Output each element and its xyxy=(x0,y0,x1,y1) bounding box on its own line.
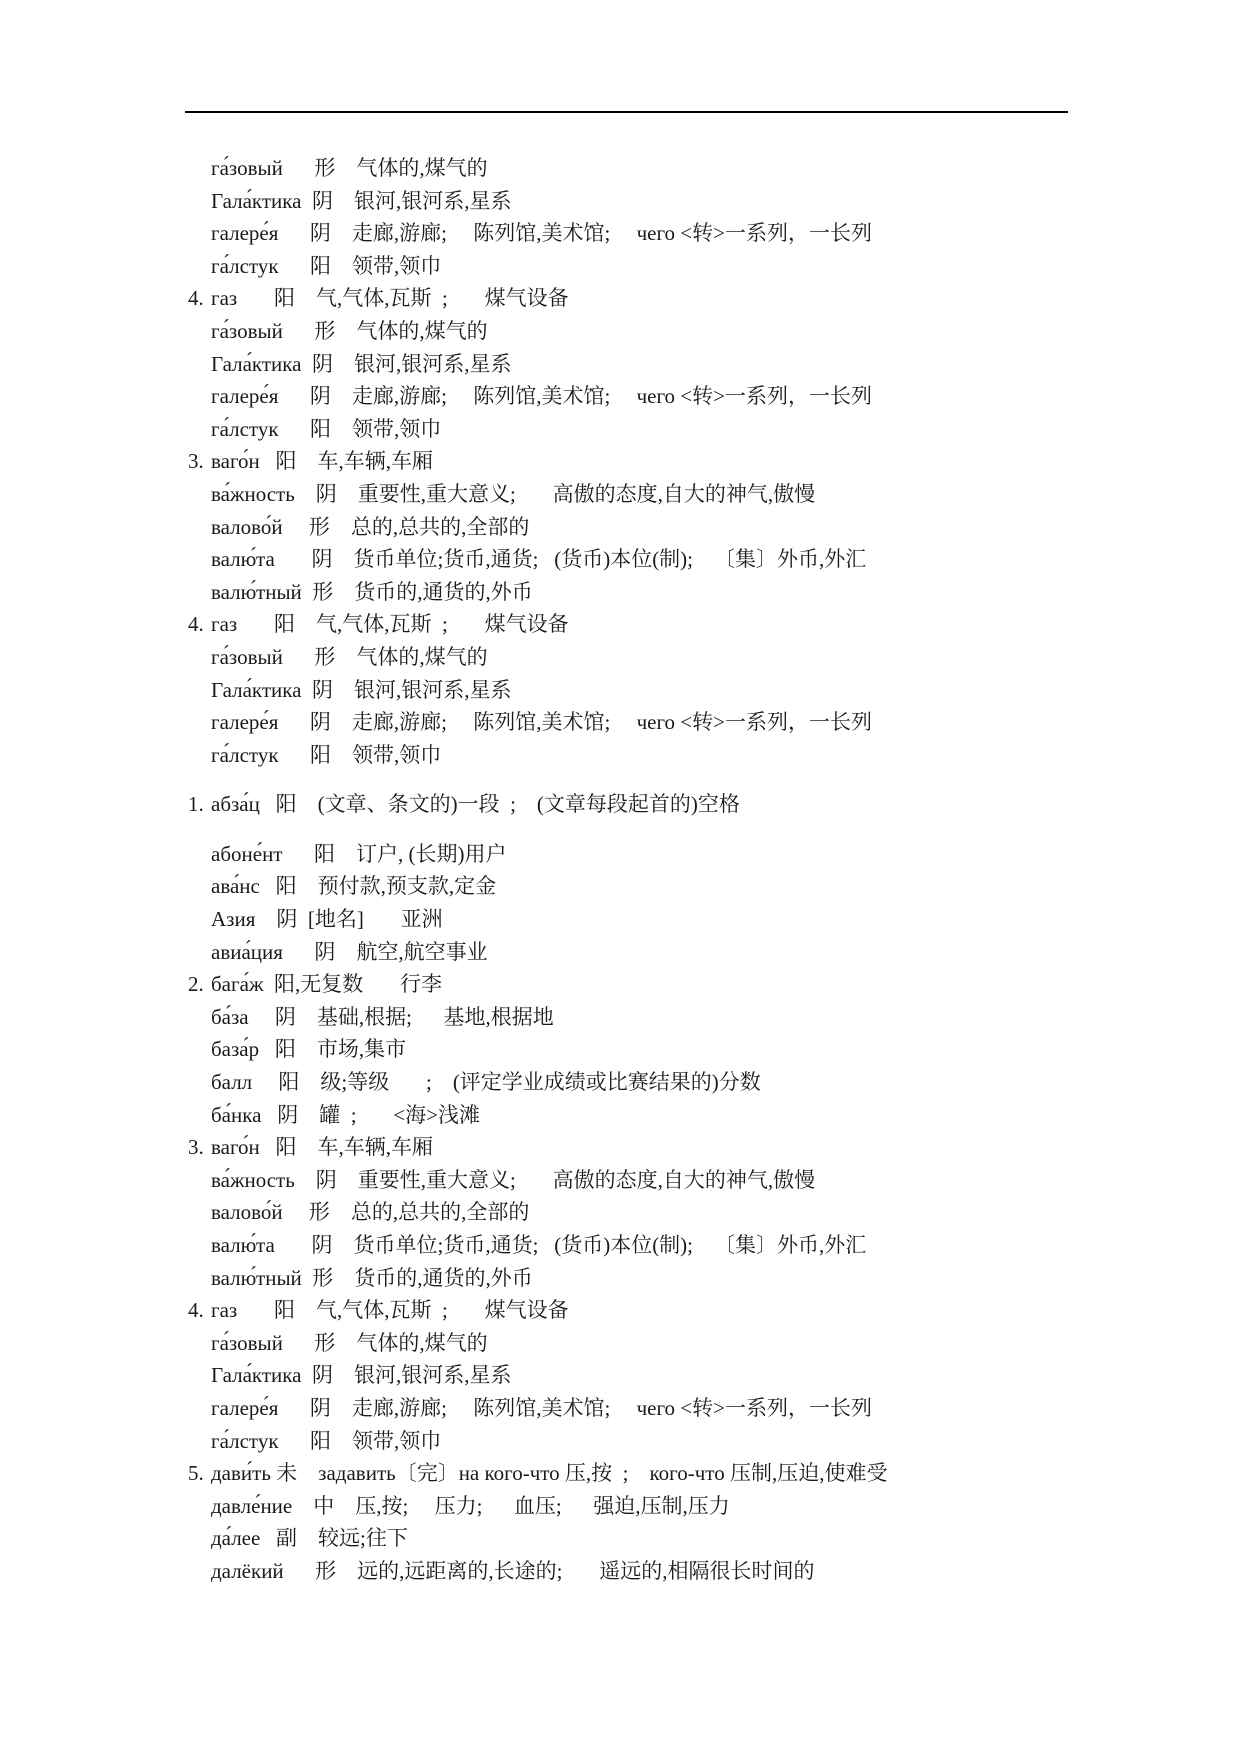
vocab-entry xyxy=(0,1164,1241,1197)
entry-text: валю́тный 形 货币的,通货的,外币 xyxy=(211,1265,533,1290)
vocab-entry xyxy=(0,1490,1241,1523)
vocab-entry xyxy=(0,1555,1241,1588)
vocab-entry xyxy=(0,1425,1241,1458)
entry-text: валю́та 阴 货币单位;货币,通货; (货币)本位(制); 〔集〕外币,外汇 xyxy=(211,1233,867,1257)
vocab-entry xyxy=(0,788,1241,821)
entry-text: га́лстук 阳 领带,领巾 xyxy=(211,253,442,278)
entry-text: газ 阳 气,气体,瓦斯 ; 煤气设备 xyxy=(211,286,569,311)
entry-text: ва́жность 阴 重要性,重大意义; 高傲的态度,自大的神气,傲慢 xyxy=(211,1167,816,1192)
vocab-entry xyxy=(0,674,1241,707)
vocab-entry xyxy=(0,380,1241,413)
entry-text: га́лстук 阳 领带,领巾 xyxy=(211,1428,442,1453)
entry-text: ава́нс 阳 预付款,预支款,定金 xyxy=(211,874,497,899)
entry-number: 4. xyxy=(188,286,204,311)
entry-text: база́р 阳 市场,集市 xyxy=(211,1037,407,1062)
entry-text: галере́я 阴 走廊,游廊; 陈列馆,美术馆; чего <转>一系列，一长列 xyxy=(211,710,872,735)
vocab-entry xyxy=(0,1229,1241,1262)
entry-text: авиа́ция 阴 航空,航空事业 xyxy=(211,939,488,964)
entry-text: га́зовый 形 气体的,煤气的 xyxy=(211,318,488,343)
entry-text: газ 阳 气,气体,瓦斯 ; 煤气设备 xyxy=(211,1298,569,1323)
entry-text: ба́за 阴 基础,根据; 基地,根据地 xyxy=(211,1004,554,1029)
vocab-entry xyxy=(0,1294,1241,1327)
entry-text: давле́ние 中 压,按; 压力; 血压; 强迫,压制,压力 xyxy=(211,1493,730,1518)
vocab-entry xyxy=(0,936,1241,969)
vocab-entry xyxy=(0,413,1241,446)
vocab-entry xyxy=(0,706,1241,739)
vocab-entry xyxy=(0,1131,1241,1164)
entry-number: 3. xyxy=(188,449,204,474)
entry-text: Гала́ктика 阴 银河,银河系,星系 xyxy=(211,188,512,213)
entry-text: ваго́н 阳 车,车辆,车厢 xyxy=(211,1135,434,1160)
header-rule xyxy=(185,111,1068,113)
entry-text: ваго́н 阳 车,车辆,车厢 xyxy=(211,449,434,474)
vocabulary-list xyxy=(0,152,1241,1588)
vocab-entry xyxy=(0,217,1241,250)
entry-number: 5. xyxy=(188,1461,204,1486)
vocab-entry xyxy=(0,1522,1241,1555)
entry-text: га́зовый 形 气体的,煤气的 xyxy=(211,1330,488,1355)
entry-number: 2. xyxy=(188,972,204,997)
entry-number: 4. xyxy=(188,612,204,637)
entry-text: бага́ж 阳,无复数 行李 xyxy=(211,972,442,997)
entry-text: Гала́ктика 阴 银河,银河系,星系 xyxy=(211,351,512,376)
entry-text: галере́я 阴 走廊,游廊; 陈列馆,美术馆; чего <转>一系列，一长列 xyxy=(211,384,872,409)
vocab-entry xyxy=(0,870,1241,903)
vocab-entry xyxy=(0,968,1241,1001)
vocab-entry xyxy=(0,282,1241,315)
entry-number: 1. xyxy=(188,792,204,817)
entry-text: далёкий 形 远的,远距离的,长途的; 遥远的,相隔很长时间的 xyxy=(211,1558,815,1583)
entry-text: валово́й 形 总的,总共的,全部的 xyxy=(211,514,530,539)
vocab-entry xyxy=(0,1066,1241,1099)
vocab-entry xyxy=(0,152,1241,185)
entry-text: Гала́ктика 阴 银河,银河系,星系 xyxy=(211,677,512,702)
vocab-entry xyxy=(0,1099,1241,1132)
entry-text: да́лее 副 较远;往下 xyxy=(211,1526,408,1551)
vocab-entry xyxy=(0,543,1241,576)
entry-text: Азия 阴 [地名] 亚洲 xyxy=(211,907,443,932)
entry-text: Гала́ктика 阴 银河,银河系,星系 xyxy=(211,1363,512,1388)
entry-text: абза́ц 阳 (文章、条文的)一段 ; (文章每段起首的)空格 xyxy=(211,792,740,817)
vocab-entry xyxy=(0,1033,1241,1066)
vocab-entry xyxy=(0,511,1241,544)
vocab-entry xyxy=(0,315,1241,348)
vocab-entry xyxy=(0,641,1241,674)
entry-text: дави́ть 未 задавить〔完〕на кого-что 压,按 ; кого-что 压制,压迫,使难受 xyxy=(211,1461,888,1486)
entry-text: валово́й 形 总的,总共的,全部的 xyxy=(211,1200,530,1225)
entry-text: ва́жность 阴 重要性,重大意义; 高傲的态度,自大的神气,傲慢 xyxy=(211,481,816,506)
vocab-entry xyxy=(0,250,1241,283)
vocab-entry xyxy=(0,608,1241,641)
vocab-entry xyxy=(0,838,1241,871)
vocab-entry xyxy=(0,1001,1241,1034)
vocab-entry xyxy=(0,1392,1241,1425)
entry-text: абоне́нт 阳 订户, (长期)用户 xyxy=(211,841,507,866)
entry-text: га́зовый 形 气体的,煤气的 xyxy=(211,644,488,669)
entry-text: галере́я 阴 走廊,游廊; 陈列馆,美术馆; чего <转>一系列，一长列 xyxy=(211,1395,872,1420)
entry-text: галере́я 阴 走廊,游廊; 陈列馆,美术馆; чего <转>一系列，一长列 xyxy=(211,221,872,246)
entry-text: ба́нка 阴 罐 ; <海>浅滩 xyxy=(211,1102,480,1127)
entry-text: балл 阳 级;等级 ; (评定学业成绩或比赛结果的)分数 xyxy=(211,1070,761,1095)
entry-text: валю́тный 形 货币的,通货的,外币 xyxy=(211,579,533,604)
vocab-entry xyxy=(0,478,1241,511)
vocab-entry xyxy=(0,1196,1241,1229)
vocab-entry xyxy=(0,576,1241,609)
vocab-entry xyxy=(0,1327,1241,1360)
entry-text: газ 阳 气,气体,瓦斯 ; 煤气设备 xyxy=(211,612,569,637)
entry-number: 4. xyxy=(188,1298,204,1323)
vocab-entry xyxy=(0,739,1241,772)
vocab-entry xyxy=(0,445,1241,478)
entry-number: 3. xyxy=(188,1135,204,1160)
vocab-entry xyxy=(0,1457,1241,1490)
entry-text: га́лстук 阳 领带,领巾 xyxy=(211,416,442,441)
vocab-entry xyxy=(0,903,1241,936)
vocab-entry xyxy=(0,1359,1241,1392)
vocab-entry xyxy=(0,1262,1241,1295)
entry-text: валю́та 阴 货币单位;货币,通货; (货币)本位(制); 〔集〕外币,外汇 xyxy=(211,547,867,572)
entry-text: га́зовый 形 气体的,煤气的 xyxy=(211,156,488,180)
vocab-entry xyxy=(0,348,1241,381)
vocab-entry xyxy=(0,185,1241,218)
entry-text: га́лстук 阳 领带,领巾 xyxy=(211,742,442,767)
